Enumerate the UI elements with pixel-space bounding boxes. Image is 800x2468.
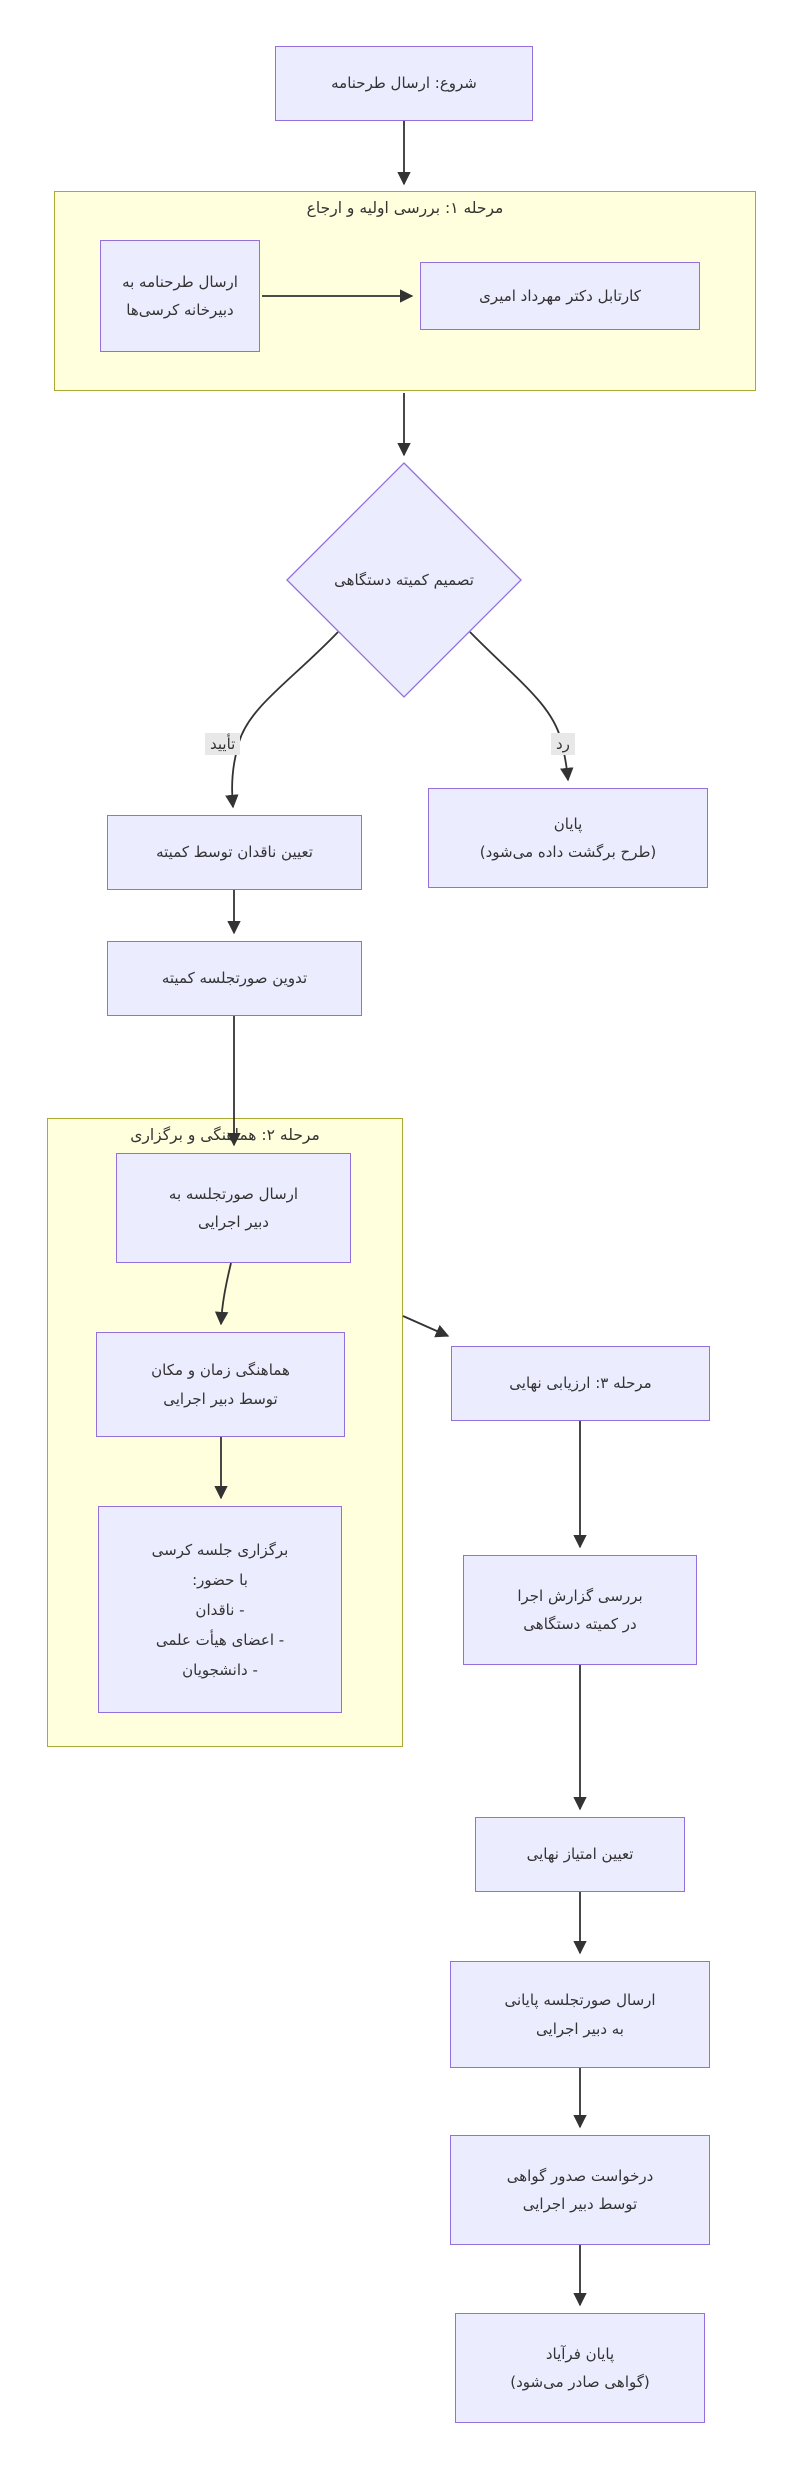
- node-line: در کمیته دستگاهی: [523, 1615, 637, 1633]
- node-line: تدوین صورتجلسه کمیته: [161, 969, 308, 988]
- node-cartable: [420, 262, 700, 330]
- node-line: هماهنگی زمان و مکان: [151, 1361, 290, 1379]
- node-line: - ناقدان: [195, 1600, 245, 1619]
- cluster-stage2-title: مرحله ۲: هماهنگی و برگزاری: [130, 1126, 320, 1144]
- node-draft-minutes: [107, 941, 362, 1016]
- node-end-rejected: [428, 788, 708, 888]
- edge-sendminutes-to-coordinate: [221, 1263, 231, 1324]
- node-line: (طرح برگشت داده می‌شود): [479, 843, 657, 861]
- node-line: با حضور:: [192, 1570, 248, 1589]
- node-line: تعیین ناقدان توسط کمیته: [156, 843, 313, 862]
- edge-label-reject: رد: [551, 733, 575, 755]
- node-line: - اعضای هیأت علمی: [155, 1630, 285, 1649]
- node-line: شروع: ارسال طرحنامه: [331, 74, 477, 93]
- node-review-report: [463, 1555, 697, 1665]
- node-line: بررسی گزارش اجرا: [517, 1586, 643, 1605]
- node-line: ارسال صورتجلسه به: [168, 1184, 299, 1203]
- node-stage3-title: [451, 1346, 710, 1421]
- node-coordinate: [96, 1332, 345, 1437]
- node-line: توسط دبیر اجرایی: [163, 1389, 278, 1408]
- node-line: مرحله ۳: ارزیابی نهایی: [509, 1374, 652, 1393]
- node-line: دبیر اجرایی: [198, 1213, 269, 1231]
- node-line: - دانشجویان: [182, 1660, 258, 1679]
- node-line: ارسال صورتجلسه پایانی: [504, 1991, 656, 2009]
- node-assign-critics: [107, 815, 362, 890]
- node-line: تعیین امتیاز نهایی: [526, 1845, 634, 1864]
- node-request-certificate: [450, 2135, 710, 2245]
- node-line: (گواهی صادر می‌شود): [510, 2373, 650, 2391]
- node-line: پایان: [553, 814, 583, 833]
- node-line: ارسال طرحنامه به: [122, 272, 238, 291]
- node-line: تصمیم کمیته دستگاهی: [334, 571, 474, 589]
- node-line: درخواست صدور گواهی: [506, 2166, 654, 2185]
- node-line: به دبیر اجرایی: [536, 2019, 624, 2038]
- node-line: برگزاری جلسه کرسی: [151, 1540, 289, 1559]
- node-line: توسط دبیر اجرایی: [522, 2195, 638, 2213]
- node-send-final-minutes: [450, 1961, 710, 2068]
- edge-stage2-to-stage3: [403, 1316, 448, 1336]
- edge-label-approve: تأیید: [205, 733, 240, 755]
- node-line: پایان فرآیاد: [545, 2344, 615, 2363]
- node-hold-session: [98, 1506, 342, 1713]
- node-line: دبیرخانه کرسی‌ها: [126, 301, 234, 319]
- node-send-minutes: [116, 1153, 351, 1263]
- node-send-proposal: [100, 240, 260, 352]
- node-end-process: [455, 2313, 705, 2423]
- node-line: کارتابل دکتر مهرداد امیری: [479, 286, 641, 305]
- node-final-score: [475, 1817, 685, 1892]
- node-decision-label: [287, 463, 521, 697]
- cluster-stage1-title: مرحله ۱: بررسی اولیه و ارجاع: [306, 199, 504, 217]
- node-start: [275, 46, 533, 121]
